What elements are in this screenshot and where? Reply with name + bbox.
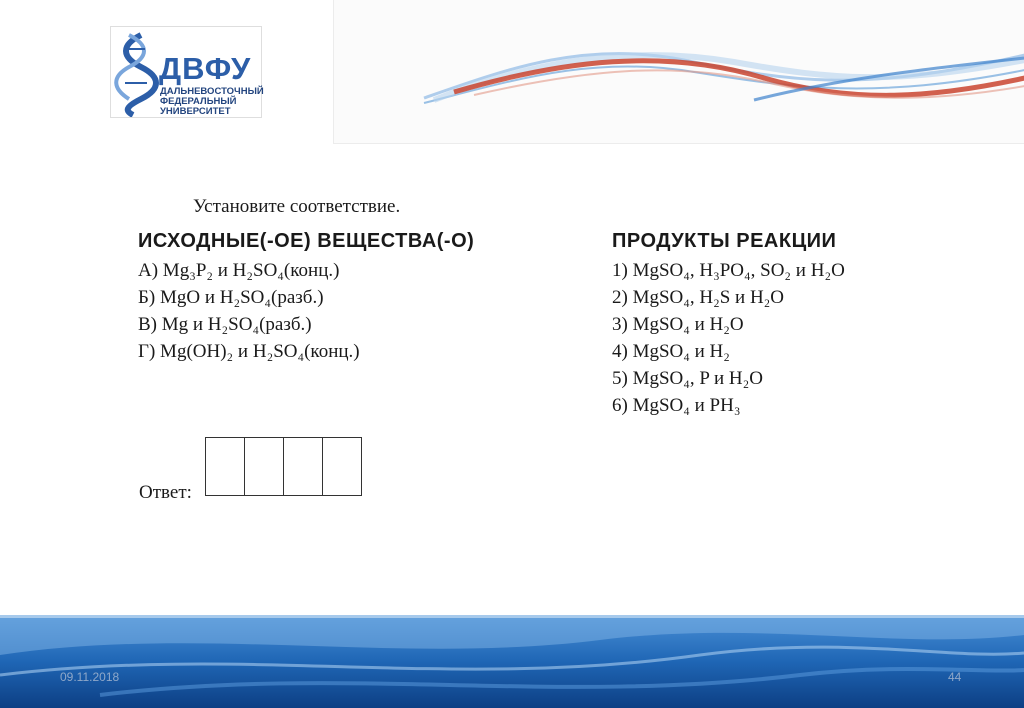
footer-banner (0, 615, 1024, 708)
product-item: 5) MgSO₄, P и H₂O (612, 368, 763, 389)
answer-cell[interactable] (245, 438, 284, 495)
product-item: 2) MgSO₄, H₂S и H₂O (612, 287, 785, 308)
task-instruction: Установите соответствие. (193, 196, 401, 217)
logo-subtitle: УНИВЕРСИТЕТ (160, 106, 231, 117)
product-item: 3) MgSO₄ и H₂O (612, 314, 744, 335)
answer-grid (205, 437, 362, 496)
product-item: 4) MgSO₄ и H₂ (612, 341, 730, 362)
university-logo (110, 26, 262, 118)
answer-cell[interactable] (206, 438, 245, 495)
product-item: 6) MgSO₄ и PH₃ (612, 395, 741, 416)
dna-helix-icon (111, 27, 161, 117)
reactant-item: А) Mg₃P₂ и H₂SO₄(конц.) (138, 260, 340, 281)
header-banner (333, 0, 1024, 144)
product-item: 1) MgSO₄, H₃PO₄, SO₂ и H₂O (612, 260, 845, 281)
logo-subtitle: ДАЛЬНЕВОСТОЧНЫЙ (160, 86, 264, 97)
logo-title: ДВФУ (159, 51, 252, 86)
reactant-item: Г) Mg(OH)₂ и H₂SO₄(конц.) (138, 341, 360, 362)
decorative-waves (334, 0, 1024, 143)
answer-label: Ответ: (139, 482, 192, 503)
reactant-item: В) Mg и H₂SO₄(разб.) (138, 314, 312, 335)
reactant-item: Б) MgO и H₂SO₄(разб.) (138, 287, 324, 308)
logo-subtitle: ФЕДЕРАЛЬНЫЙ (160, 96, 237, 107)
page-number: 44 (948, 670, 962, 684)
footer-date: 09.11.2018 (60, 670, 120, 684)
answer-cell[interactable] (323, 438, 362, 495)
footer-waves (0, 615, 1024, 708)
reactants-heading: ИСХОДНЫЕ(-ОЕ) ВЕЩЕСТВА(-О) (138, 230, 475, 252)
products-heading: ПРОДУКТЫ РЕАКЦИИ (612, 230, 837, 252)
answer-cell[interactable] (284, 438, 323, 495)
